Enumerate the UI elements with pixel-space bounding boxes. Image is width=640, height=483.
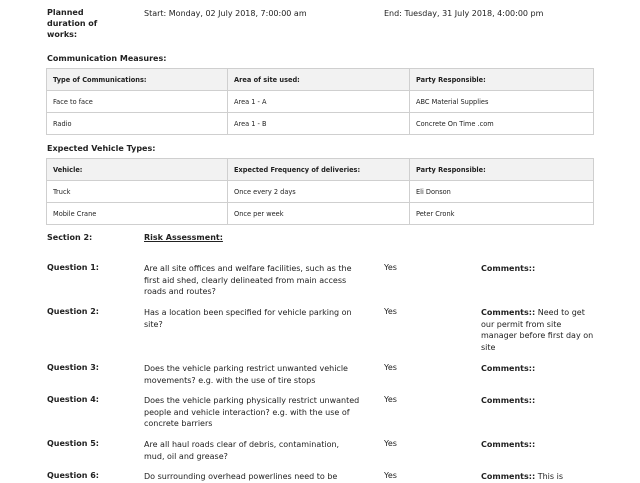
table-header-row	[47, 69, 594, 91]
question-text: Are all site offices and welfare facilities, such as the first aid shed, clearly delineated from main access roads and routes?	[144, 264, 352, 296]
comment-label: Comments::	[481, 308, 536, 317]
question-label: Question 5:	[47, 439, 99, 448]
planned-duration-label: Planned duration of works:	[47, 8, 98, 39]
question-text: Do surrounding overhead powerlines need to be	[144, 472, 338, 481]
table-cell: Face to face	[47, 91, 228, 113]
table-cell: ABC Material Supplies	[410, 91, 594, 113]
question-answer: Yes	[384, 439, 397, 448]
question-label: Question 3:	[47, 363, 99, 372]
comment-text: Need to get our permit from site manager before first day on site	[481, 308, 594, 352]
table-cell: Once every 2 days	[228, 181, 410, 203]
table-cell: Area 1 - A	[228, 91, 410, 113]
table-cell: Once per week	[228, 203, 410, 225]
question-text: Does the vehicle parking physically restrict unwanted people and vehicle interaction? e.g. with the use of concrete barriers	[144, 396, 360, 428]
communication-table	[46, 68, 594, 135]
column-header: Expected Frequency of deliveries:	[228, 159, 410, 181]
planned-start: Start: Monday, 02 July 2018, 7:00:00 am	[144, 9, 307, 18]
question-answer: Yes	[384, 395, 397, 404]
question-comment	[481, 363, 599, 375]
question-label: Question 4:	[47, 395, 99, 404]
table-cell: Eli Donson	[410, 181, 594, 203]
planned-end: End: Tuesday, 31 July 2018, 4:00:00 pm	[384, 9, 544, 18]
comment-label: Comments::	[481, 364, 536, 373]
table-cell: Area 1 - B	[228, 113, 410, 135]
table-row	[47, 91, 594, 113]
communication-heading: Communication Measures:	[47, 54, 167, 63]
table-cell: Radio	[47, 113, 228, 135]
question-text: Does the vehicle parking restrict unwanted vehicle movements? e.g. with the use of tire stops	[144, 364, 348, 385]
column-header: Area of site used:	[228, 69, 410, 91]
question-label: Question 1:	[47, 263, 99, 272]
table-row	[47, 113, 594, 135]
column-header: Party Responsible:	[410, 69, 594, 91]
question-answer: Yes	[384, 363, 397, 372]
question-comment	[481, 471, 599, 483]
question-answer: Yes	[384, 471, 397, 480]
question-text: Are all haul roads clear of debris, contamination, mud, oil and grease?	[144, 440, 340, 461]
comment-label: Comments::	[481, 440, 536, 449]
section-title: Risk Assessment:	[144, 233, 223, 242]
table-row	[47, 181, 594, 203]
column-header: Party Responsible:	[410, 159, 594, 181]
question-answer: Yes	[384, 263, 397, 272]
comment-label: Comments::	[481, 472, 536, 481]
question-comment	[481, 395, 599, 407]
vehicles-heading: Expected Vehicle Types:	[47, 144, 156, 153]
comment-label: Comments::	[481, 396, 536, 405]
section-label: Section 2:	[47, 233, 93, 242]
table-cell: Truck	[47, 181, 228, 203]
column-header: Type of Communications:	[47, 69, 228, 91]
question-comment	[481, 439, 599, 451]
table-header-row	[47, 159, 594, 181]
question-label: Question 6:	[47, 471, 99, 480]
question-text: Has a location been specified for vehicle parking on site?	[144, 308, 352, 329]
table-cell: Peter Cronk	[410, 203, 594, 225]
table-cell: Mobile Crane	[47, 203, 228, 225]
table-row	[47, 203, 594, 225]
vehicles-table	[46, 158, 594, 225]
comment-label: Comments::	[481, 264, 536, 273]
column-header: Vehicle:	[47, 159, 228, 181]
table-cell: Concrete On Time .com	[410, 113, 594, 135]
question-label: Question 2:	[47, 307, 99, 316]
question-answer: Yes	[384, 307, 397, 316]
comment-text: This is	[537, 472, 563, 481]
question-comment	[481, 263, 599, 275]
question-comment	[481, 307, 599, 353]
